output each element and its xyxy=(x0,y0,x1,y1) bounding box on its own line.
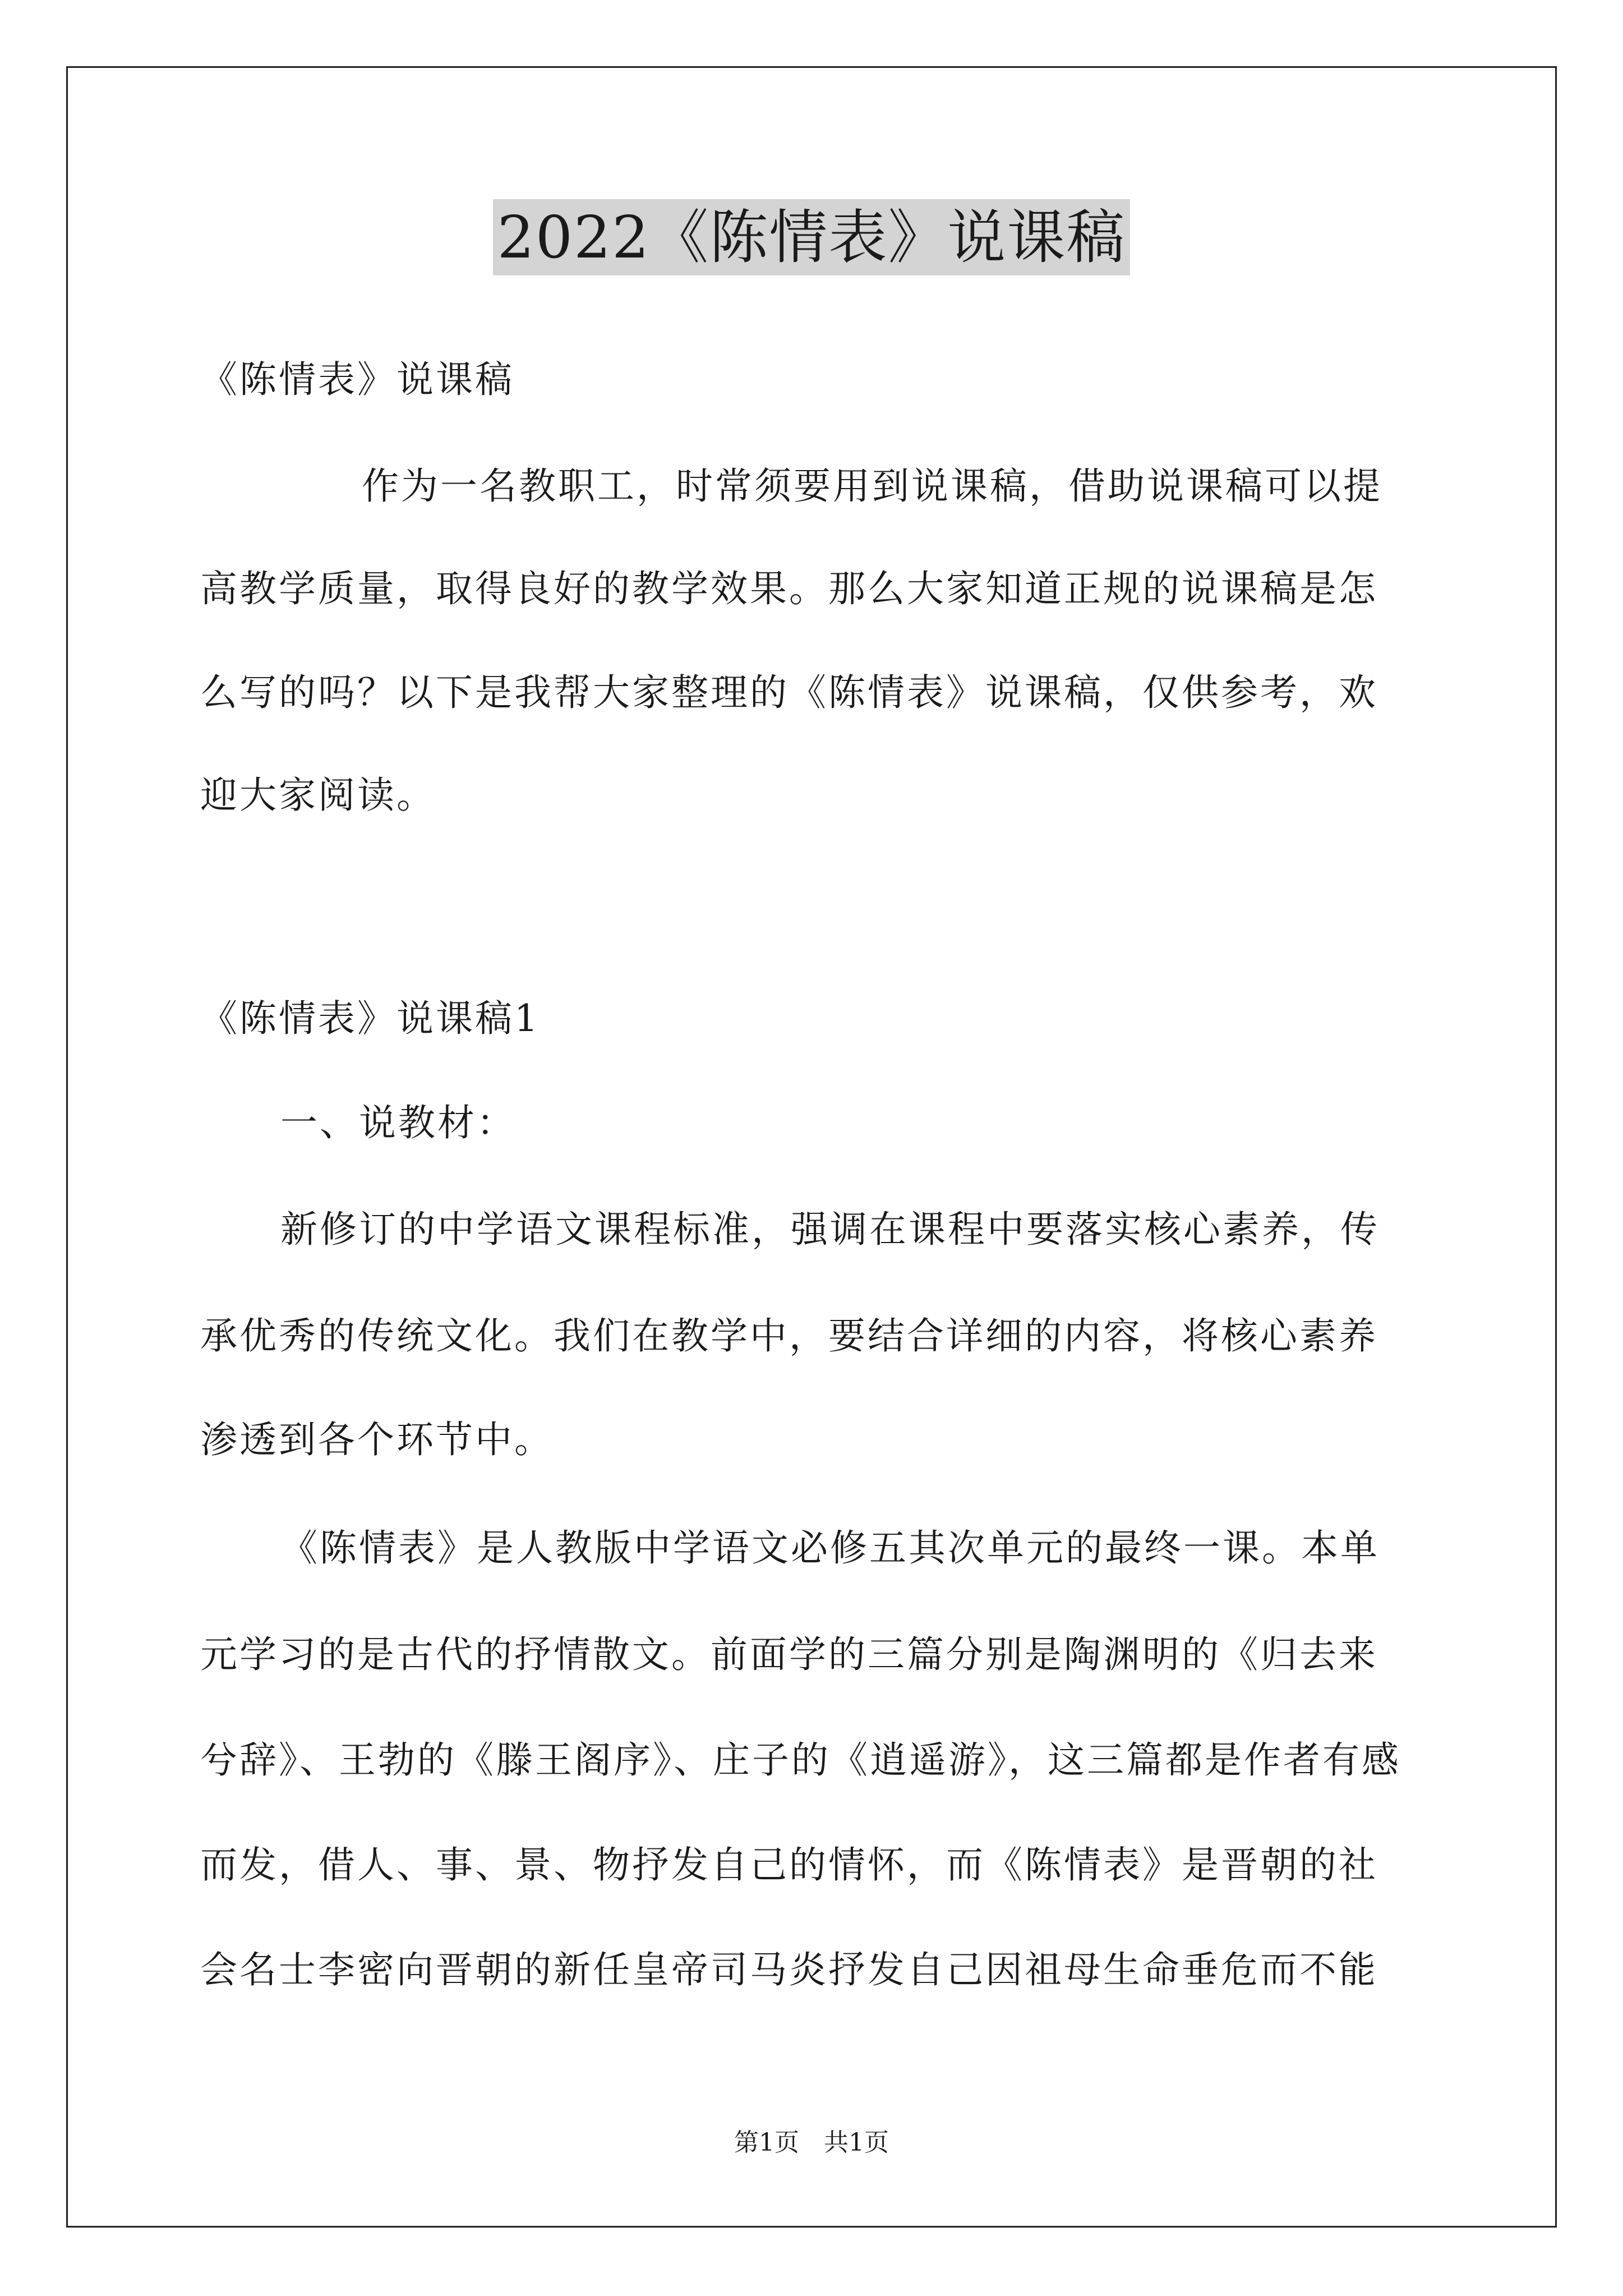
paragraph-line: 作为一名教职工，时常须要用到说课稿，借助说课稿可以提 xyxy=(362,464,1382,508)
paragraph-line: 《陈情表》是人教版中学语文必修五其次单元的最终一课。本单 xyxy=(280,1526,1380,1570)
document-title: 2022《陈情表》说课稿 xyxy=(493,199,1131,275)
paragraph-line: 迎大家阅读。 xyxy=(200,774,436,817)
paragraph-line: 新修订的中学语文课程标准，强调在课程中要落实核心素养，传 xyxy=(280,1208,1380,1251)
subsection-heading: 一、说教材： xyxy=(280,1101,516,1144)
paragraph-line: 么写的吗？以下是我帮大家整理的《陈情表》说课稿，仅供参考，欢 xyxy=(200,671,1378,714)
paragraph-line: 渗透到各个环节中。 xyxy=(200,1418,554,1461)
paragraph-line: 承优秀的传统文化。我们在教学中，要结合详细的内容，将核心素养 xyxy=(200,1314,1378,1358)
paragraph-line: 而发，借人、事、景、物抒发自己的情怀，而《陈情表》是晋朝的社 xyxy=(200,1843,1378,1887)
paragraph-line: 会名士李密向晋朝的新任皇帝司马炎抒发自己因祖母生命垂危而不能 xyxy=(200,1948,1378,1991)
subtitle-line: 《陈情表》说课稿 xyxy=(200,358,514,401)
title-container xyxy=(0,199,1623,275)
paragraph-line: 兮辞》、王勃的《滕王阁序》、庄子的《逍遥游》，这三篇都是作者有感 xyxy=(200,1738,1401,1782)
paragraph-line: 元学习的是古代的抒情散文。前面学的三篇分别是陶渊明的《归去来 xyxy=(200,1633,1378,1676)
section-heading: 《陈情表》说课稿1 xyxy=(200,997,540,1040)
paragraph-line: 高教学质量，取得良好的教学效果。那么大家知道正规的说课稿是怎 xyxy=(200,567,1378,610)
page-number: 第1页 共1页 xyxy=(734,2128,889,2157)
